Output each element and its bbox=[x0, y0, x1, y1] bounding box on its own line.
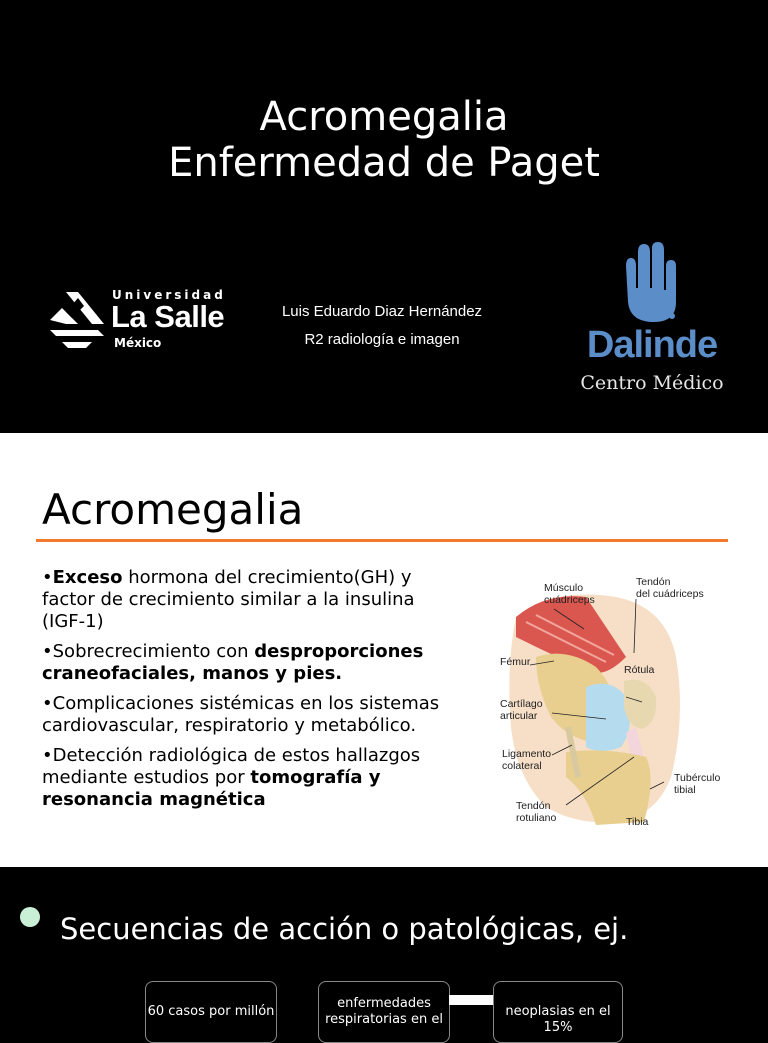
dalinde-logo: Dalinde Centro Médico bbox=[560, 242, 744, 402]
list-item: •Exceso hormona del crecimiento(GH) y factor de crecimiento similar a la insulina (IGF-1) bbox=[42, 567, 415, 632]
svg-text:rotuliano: rotuliano bbox=[516, 812, 557, 824]
svg-text:articular: articular bbox=[500, 710, 538, 722]
svg-text:colateral: colateral bbox=[502, 760, 542, 772]
lasalle-emblem-icon bbox=[48, 290, 106, 348]
svg-text:Fémur: Fémur bbox=[500, 656, 531, 668]
sequences-slide bbox=[0, 867, 768, 1035]
list-item: •Detección radiológica de estos hallazgos mediante estudios por tomografía y resonancia magnética bbox=[42, 745, 421, 810]
bullet-list bbox=[42, 567, 440, 819]
svg-text:Músculo: Músculo bbox=[544, 582, 584, 594]
slide-subheading: Secuencias de acción o patológicas, ej. bbox=[60, 912, 629, 946]
author-role: R2 radiología e imagen bbox=[304, 331, 460, 348]
flow-box: neoplasias en el 15% bbox=[493, 981, 623, 1043]
knee-anatomy-figure bbox=[496, 577, 736, 827]
list-item: •Sobrecrecimiento con desproporciones craneofaciales, manos y pies. bbox=[42, 641, 424, 684]
svg-text:del cuádriceps: del cuádriceps bbox=[636, 588, 704, 600]
svg-text:Ligamento: Ligamento bbox=[502, 748, 552, 760]
flow-box: 60 casos por millón bbox=[145, 981, 277, 1043]
svg-text:Tendón: Tendón bbox=[636, 576, 671, 588]
presentation-title: Acromegalia Enfermedad de Paget bbox=[168, 94, 600, 186]
svg-text:Tubérculo: Tubérculo bbox=[674, 772, 721, 784]
svg-text:Tibia: Tibia bbox=[626, 816, 649, 828]
author-name: Luis Eduardo Diaz Hernández bbox=[281, 303, 483, 320]
lasalle-logo: Universidad La Salle México bbox=[48, 288, 248, 358]
svg-text:Tendón: Tendón bbox=[516, 800, 551, 812]
hand-icon bbox=[620, 244, 684, 326]
slide-heading: Acromegalia bbox=[42, 485, 304, 534]
author-block bbox=[262, 298, 502, 354]
title-slide bbox=[0, 0, 768, 432]
flow-box: enfermedades respiratorias en el bbox=[318, 981, 450, 1043]
flow-connector bbox=[449, 995, 493, 1005]
svg-text:Rótula: Rótula bbox=[624, 664, 655, 676]
acromegalia-slide bbox=[0, 433, 768, 867]
svg-text:tibial: tibial bbox=[674, 784, 696, 796]
list-item: •Complicaciones sistémicas en los sistemas cardiovascular, respiratorio y metabólico. bbox=[42, 693, 440, 736]
svg-text:cuádriceps: cuádriceps bbox=[544, 594, 595, 606]
svg-text:Cartílago: Cartílago bbox=[500, 698, 543, 710]
accent-divider bbox=[36, 539, 728, 542]
bullet-dot-icon bbox=[20, 907, 40, 927]
